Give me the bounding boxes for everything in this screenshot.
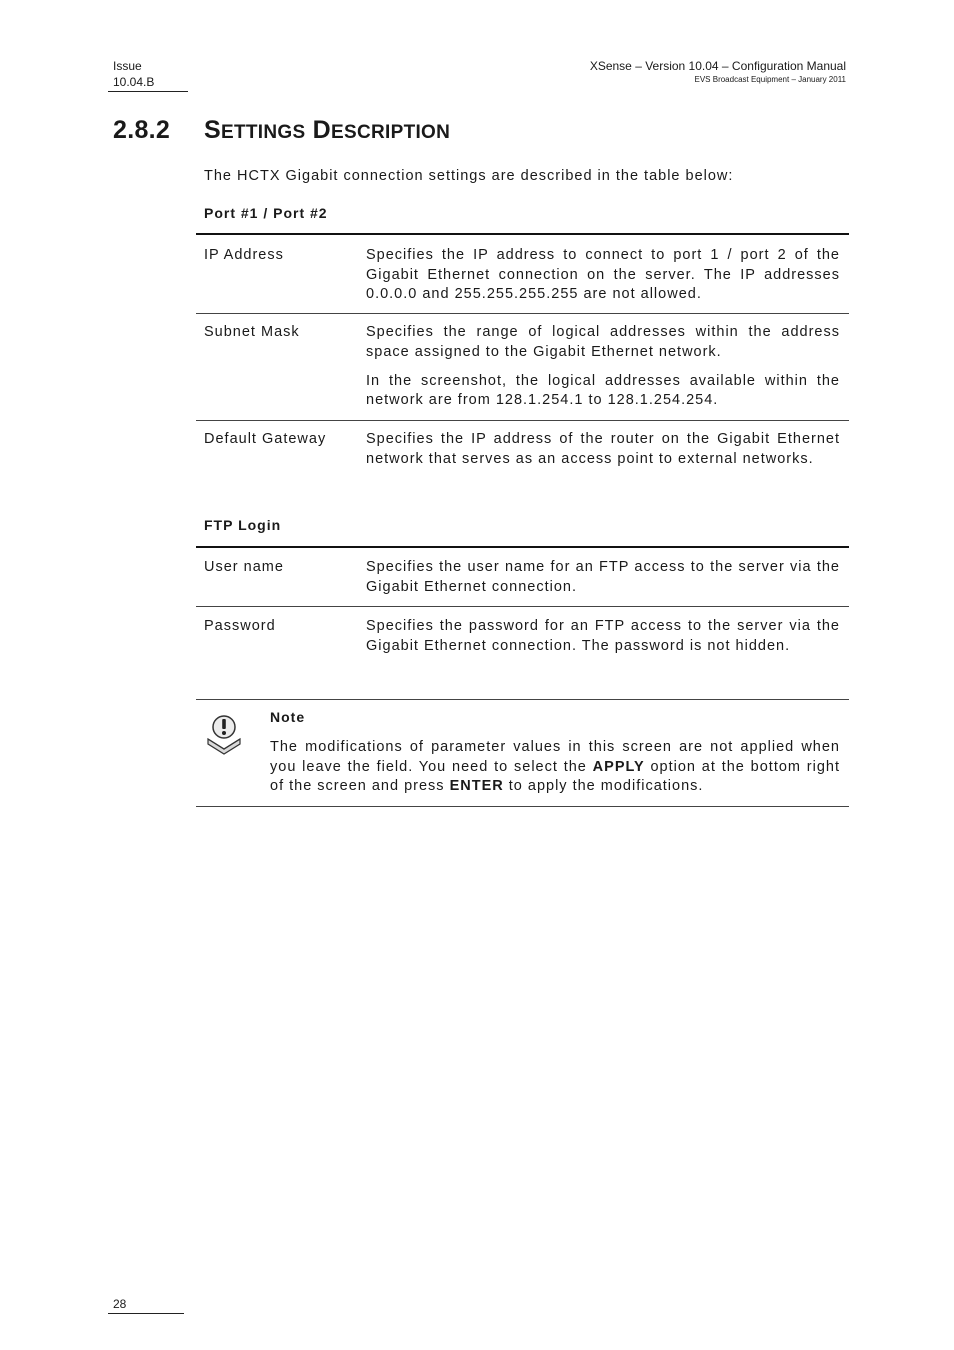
row-divider (196, 420, 849, 421)
ftp-table-heading: FTP Login (204, 517, 282, 533)
desc-paragraph: Specifies the password for an FTP access to the server via the Gigabit Ethernet connection. The password is not hidden. (366, 618, 840, 654)
note-bottom-rule (196, 806, 849, 807)
row-desc-user-name (366, 558, 840, 597)
note-warning-icon (204, 711, 244, 757)
desc-paragraph: Specifies the IP address of the router on the Gigabit Ethernet network that serves as an access point to external networks. (366, 431, 840, 467)
row-label-subnet-mask: Subnet Mask (204, 324, 300, 340)
note-body (270, 738, 840, 797)
row-desc-default-gateway (366, 430, 840, 469)
note-apply-keyword: APPLY (592, 758, 645, 775)
row-divider (196, 606, 849, 607)
section-heading (113, 113, 450, 150)
issue-number: 10.04.B (113, 75, 155, 89)
row-label-ip-address: IP Address (204, 247, 284, 263)
note-text: to apply the modifications. (503, 778, 704, 794)
issue-label: Issue (113, 59, 142, 73)
page-number: 28 (113, 1297, 127, 1311)
footer-divider (108, 1313, 184, 1314)
intro-text: The HCTX Gigabit connection settings are described in the table below: (204, 168, 734, 184)
note-text: The modifications of parameter values in this screen are not applied when you leave the field. You need to select the (270, 739, 840, 775)
manual-header (590, 58, 846, 85)
row-divider (196, 313, 849, 314)
header-left-divider (108, 91, 188, 92)
desc-paragraph: Specifies the range of logical addresses within the address space assigned to the Gigabit Ethernet network. (366, 324, 840, 360)
desc-paragraph: Specifies the IP address to connect to port 1 / port 2 of the Gigabit Ethernet connection on the server. The IP addresses 0.0.0.0 and 255.255.255.255 are not allowed. (366, 247, 840, 302)
note-text: option at the bottom right of the screen and press (270, 758, 841, 794)
section-number: 2.8.2 (113, 116, 171, 144)
desc-paragraph: In the screenshot, the logical addresses available within the network are from 128.1.254.1 to 128.1.254.254. (366, 372, 840, 408)
row-label-user-name: User name (204, 559, 284, 575)
row-desc-password (366, 617, 840, 656)
row-label-default-gateway: Default Gateway (204, 431, 327, 447)
port-table-top-rule (196, 233, 849, 235)
issue-block (113, 58, 154, 90)
manual-title: XSense – Version 10.04 – Configuration Manual (589, 59, 846, 73)
row-desc-subnet-mask (366, 323, 840, 411)
publisher-line: EVS Broadcast Equipment – January 2011 (694, 75, 846, 84)
note-title: Note (270, 709, 306, 725)
ftp-table-top-rule (196, 546, 849, 548)
section-title: SETTINGS DESCRIPTION (204, 116, 451, 144)
row-desc-ip-address (366, 246, 840, 305)
note-top-rule (196, 699, 849, 700)
row-label-password: Password (204, 618, 276, 634)
note-enter-keyword: ENTER (449, 778, 504, 794)
port-table-heading: Port #1 / Port #2 (204, 205, 328, 221)
desc-paragraph: Specifies the user name for an FTP access to the server via the Gigabit Ethernet connection. (366, 559, 840, 595)
